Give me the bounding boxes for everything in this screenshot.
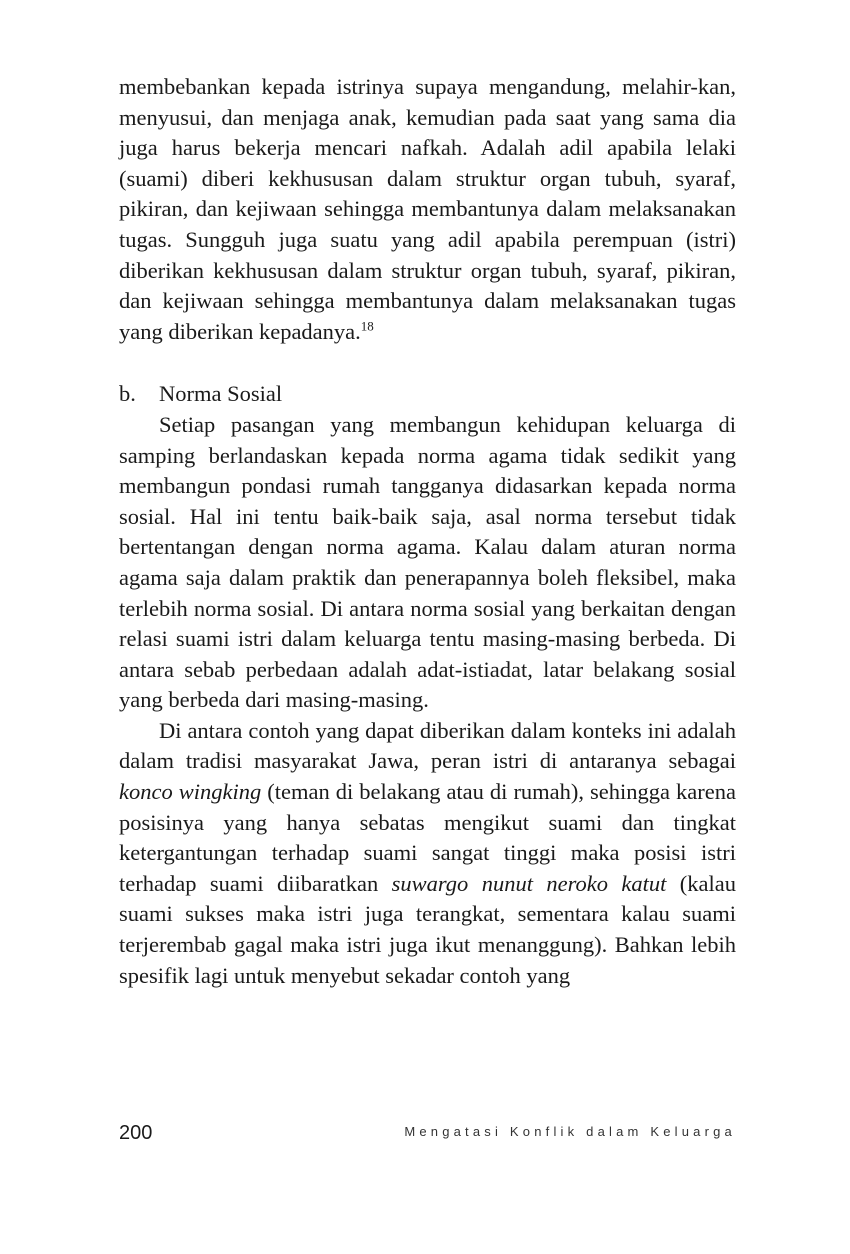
paragraph-3-text-a: Di antara contoh yang dapat diberikan dalam konteks ini adalah dalam tradisi masyarakat Jawa, peran istri di antaranya sebagai: [119, 717, 736, 774]
page-number: 200: [119, 1122, 153, 1144]
section-marker: b.: [119, 381, 136, 407]
paragraph-3: [119, 716, 736, 991]
paragraph-2: Setiap pasangan yang membangun kehidupan keluarga di samping berlandaskan kepada norma agama tidak sedikit yang membangun pondasi rumah tangganya didasarkan kepada norma sosial. Hal ini tentu baik-baik saja, asal norma tersebut tidak bertentangan dengan norma agama. Kalau dalam aturan norma agama saja dalam praktik dan penerapannya boleh fleksibel, maka terlebih norma sosial. Di antara norma sosial yang berkaitan dengan relasi suami istri dalam keluarga tentu masing-masing berbeda. Di antara sebab perbedaan adalah adat-istiadat, latar belakang sosial yang berbeda dari masing-masing.: [119, 411, 736, 713]
section-gap: [119, 347, 736, 379]
body-text: [119, 72, 736, 991]
paragraph-3-text-b: (teman di belakang atau di rumah), sehingga karena posisinya yang hanya sebatas mengikut suami dan tingkat ketergantungan terhadap suami sangat tinggi maka posisi istri terhadap suami diibaratkan: [119, 779, 736, 896]
italic-term-suwargo: suwargo nunut neroko katut: [391, 870, 667, 896]
running-title: Mengatasi Konflik dalam Keluarga: [404, 1124, 736, 1139]
section-title: Norma Sosial: [159, 381, 283, 407]
paragraph-1-text: membebankan kepada istrinya supaya mengandung, melahir-kan, menyusui, dan menjaga anak, kemudian pada saat yang sama dia juga harus bekerja mencari nafkah. Adalah adil apabila lelaki (suami) diberi kekhususan dalam struktur organ tubuh, syaraf, pikiran, dan kejiwaan sehingga membantunya dalam melaksanakan tugas. Sungguh juga suatu yang adil apabila perempuan (istri) diberikan kekhususan dalam struktur organ tubuh, syaraf, pikiran, dan kejiwaan sehingga membantunya dalam melaksanakan tugas yang diberikan kepadanya.: [119, 74, 736, 344]
section-heading: [119, 379, 736, 410]
italic-term-konco-wingking: konco wingking: [119, 779, 262, 805]
footnote-reference: 18: [360, 318, 374, 334]
paragraph-3-text-c: (kalau suami sukses maka istri juga terangkat, sementara kalau suami terjerembab gagal maka istri juga ikut menanggung). Bahkan lebih spesifik lagi untuk menyebut sekadar contoh yang: [119, 870, 737, 988]
paragraph-1: [119, 72, 736, 347]
